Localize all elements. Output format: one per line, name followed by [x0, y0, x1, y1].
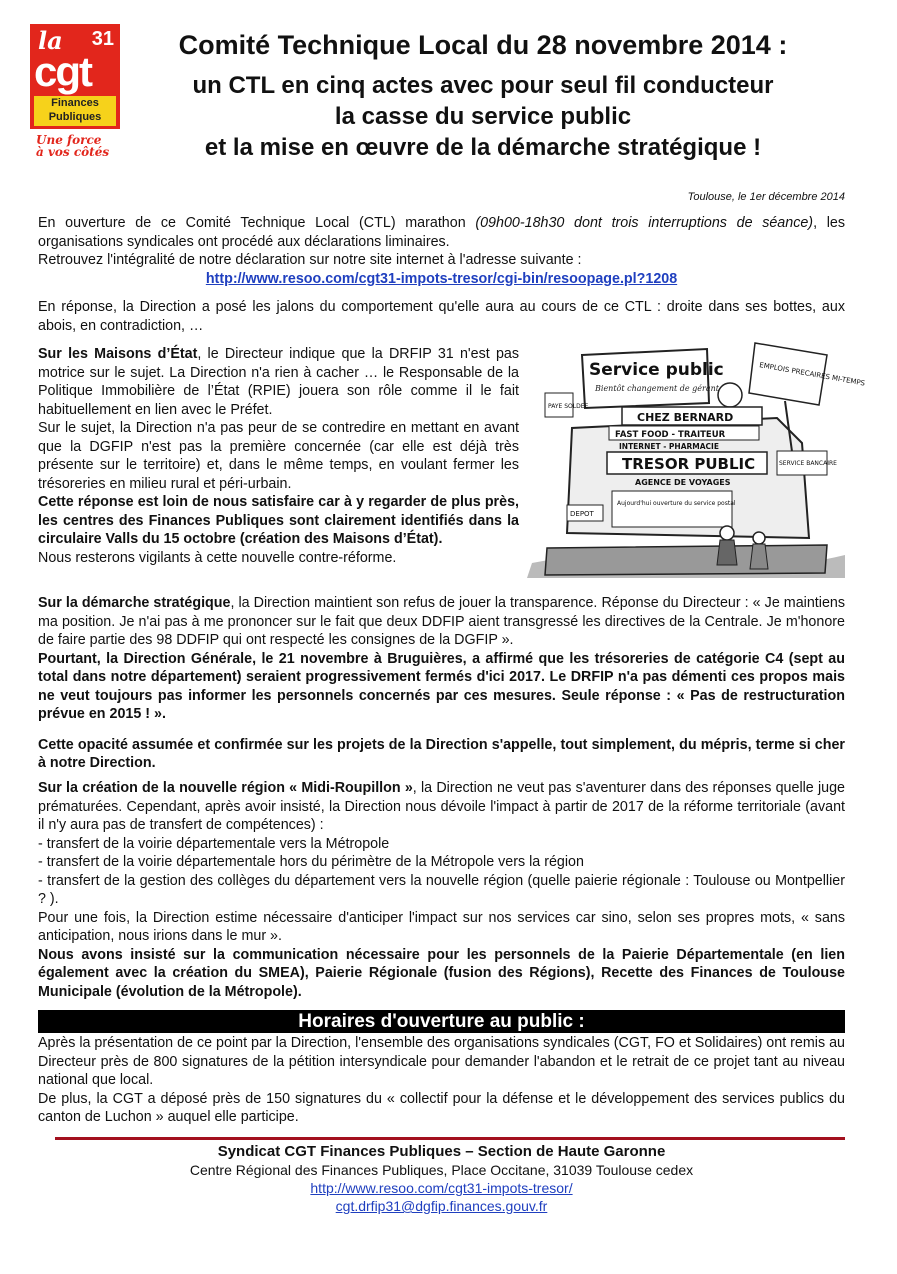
horaires-section: [38, 1034, 845, 1127]
title-line2: un CTL en cinq actes avec pour seul fil conducteur: [192, 72, 774, 99]
region-item: - transfert de la voirie départementale vers la Métropole: [38, 835, 390, 852]
logo-finances: Finances: [51, 97, 99, 109]
maisons-paragraph-4: Nous resterons vigilants à cette nouvelle contre-réforme.: [38, 549, 397, 566]
maisons-paragraph-3: Cette réponse est loin de nous satisfaire car à y regarder de plus près, les centres des Finances Publiques sont clairement identifiés dans la circulaire Valls du 15 octobre (création des Maisons d’État).: [38, 494, 519, 547]
logo-la: la: [38, 26, 63, 55]
demarche-paragraph-2: Pourtant, la Direction Générale, le 21 novembre à Bruguières, a affirmé que les trésoreries de catégorie C4 (sept au total dans notre département) seraient progressivement fermés d'ici 2017. Le DRFIP n'a pas démenti ces propos mais ne veut toujours pas informer les personnels concernés par ces mesures. Seule réponse : « Pas de restructuration prévue en 2015 ! ».: [38, 650, 845, 722]
intro-url-line: [38, 270, 845, 289]
footer-website-link[interactable]: http://www.resoo.com/cgt31-impots-tresor/: [310, 1180, 573, 1196]
document-date: Toulouse, le 1er décembre 2014: [687, 191, 845, 203]
intro-text: En ouverture de ce Comité Technique Local (CTL) marathon: [38, 215, 476, 231]
region-text: , la Direction ne veut pas s'aventurer dans des réponses quelle juge prématurées. Cependant, après avoir insisté, la Direction nous dévoile l'impact à partir de 2017 de la réforme territoriale (avant il n'y aura pas de transfert de compétences) :: [38, 780, 845, 833]
demarche-section: [38, 594, 845, 773]
logo-brand: cgt: [34, 48, 91, 95]
maisons-section: [38, 345, 519, 567]
footer-divider: [55, 1137, 845, 1140]
cartoon-depot: DEPOT: [570, 510, 594, 518]
declaration-link[interactable]: http://www.resoo.com/cgt31-impots-tresor/cgi-bin/resoopage.pl?1208: [205, 270, 678, 287]
region-item: - transfert de la voirie départementale hors du périmètre de la Métropole vers la région: [38, 854, 584, 870]
horaires-heading: Horaires d'ouverture au public :: [38, 1010, 845, 1033]
demarche-paragraph: [38, 594, 845, 650]
cartoon-tresor: TRESOR PUBLIC: [622, 455, 756, 473]
maisons-text: , le Directeur indique que la DRFIP 31 n'est pas motrice sur le sujet. La Direction n'a rien à cacher … le Responsable de la Politique Immobilière de l’État (RPIE) jouera son rôle comme il le fait habituellement en lien avec le Préfet.: [38, 346, 519, 418]
logo-finances-publiques: [34, 96, 116, 126]
logo-publiques: Publiques: [48, 111, 102, 123]
demarche-text: , la Direction maintient son refus de jouer la transparence. Réponse du Directeur : « Je maintiens ma position. Je n'ai pas à me prononcer sur le fait que deux DDFIP aient transgressé les directives de la Centrale. Je m'honore de faire partie des 98 DDFIP qui ont respecté les consignes de la DGFIP ».: [38, 595, 845, 648]
logo-slogan-line2: à vos côtés: [36, 145, 110, 159]
footer-email-link[interactable]: cgt.drfip31@dgfip.finances.gouv.fr: [335, 1198, 548, 1214]
title-line3: la casse du service public: [334, 103, 632, 130]
title-subtitle: [128, 70, 838, 163]
cartoon-fastfood: FAST FOOD - TRAITEUR: [615, 430, 726, 440]
maisons-lead: Sur les Maisons d’État: [38, 346, 198, 362]
cartoon-bancaire: SERVICE BANCAIRE: [779, 460, 837, 467]
cartoon-sign-sub: Bientôt changement de gérant: [595, 384, 719, 393]
demarche-lead: Sur la démarche stratégique: [38, 595, 231, 611]
horaires-paragraph: Après la présentation de ce point par la Direction, l'ensemble des organisations syndicales (CGT, FO et Solidaires) ont remis au Directeur près de 800 signatures de la pétition intersyndicale pour demander l'abandon et le retrait de ce projet tant au niveau national que local.: [38, 1035, 845, 1088]
maisons-paragraph-2: Sur le sujet, la Direction n'a pas peur de se contredire en mettant en avant que la DGFIP n'est pas la première concernée (car elle est déjà très présente sur le territoire) et, dans le même temps, en voulant fermer les trésoreries en milieu rural et péri-urbain.: [38, 420, 519, 492]
footer-org: Syndicat CGT Finances Publiques – Section de Haute Garonne: [217, 1143, 666, 1160]
cartoon-postal: Aujourd'hui ouverture du service postal: [617, 500, 736, 507]
cartoon-chez: CHEZ BERNARD: [637, 411, 734, 424]
cartoon-solde: PAYE SOLDEE: [548, 403, 589, 410]
intro-paragraph: [38, 214, 845, 251]
logo-slogan: [36, 134, 109, 158]
logo-red-box: [30, 24, 120, 129]
intro-link-text: Retrouvez l'intégralité de notre déclaration sur notre site internet à l'adresse suivante :: [38, 252, 582, 268]
cartoon-internet: INTERNET - PHARMACIE: [619, 442, 719, 451]
maisons-paragraph: [38, 345, 519, 419]
demarche-paragraph-3: Cette opacité assumée et confirmée sur les projets de la Direction s'appelle, tout simplement, du mépris, terme si cher à notre Direction.: [38, 736, 845, 771]
region-item: - transfert de la gestion des collèges du département vers la nouvelle région (quelle paierie régionale : Toulouse ou Montpellier ? ).: [38, 872, 845, 907]
title-line4: et la mise en œuvre de la démarche stratégique !: [204, 134, 762, 161]
footer: [38, 1143, 845, 1215]
service-public-cartoon: [527, 333, 866, 578]
cgt-logo: [30, 24, 122, 159]
horaires-paragraph-2: De plus, la CGT a déposé près de 150 signatures du « collectif pour la défense et le développement des services publics du canton de Luchon » auquel elle participe.: [38, 1090, 845, 1125]
region-lead: Sur la création de la nouvelle région « Midi-Roupillon »: [38, 780, 413, 796]
cartoon-voyages: AGENCE DE VOYAGES: [635, 478, 731, 487]
intro-text-end: , les organisations syndicales ont procédé aux déclarations liminaires.: [38, 215, 845, 250]
intro-section: [38, 214, 845, 288]
logo-slogan-line1: Une force: [36, 133, 102, 147]
region-paragraph: [38, 779, 845, 835]
region-section: [38, 779, 845, 1001]
cartoon-sign-main: Service public: [589, 360, 724, 380]
region-paragraph-3: Nous avons insisté sur la communication nécessaire pour les personnels de la Paierie Départementale (en lien également avec la création du SMEA), Paierie Régionale (fusion des Régions), Recette des Finances de Toulouse Municipale (évolution de la Métropole).: [38, 946, 845, 1000]
footer-address: Centre Régional des Finances Publiques, Place Occitane, 31039 Toulouse cedex: [189, 1162, 694, 1178]
reponse-paragraph: En réponse, la Direction a posé les jalons du comportement qu'elle aura au cours de ce CTL : droite dans ses bottes, aux abois, en contradiction, …: [38, 299, 845, 334]
cartoon-placard: EMPLOIS PRECAIRES MI-TEMPS: [758, 361, 866, 388]
title-line1: Comité Technique Local du 28 novembre 2014 :: [178, 30, 788, 60]
intro-hours: (09h00-18h30 dont trois interruptions de séance): [475, 215, 814, 231]
logo-number: 31: [91, 28, 114, 50]
page-title: [128, 28, 838, 163]
region-paragraph-2: Pour une fois, la Direction estime nécessaire d'anticiper l'impact sur nos services car sino, selon ses propres mots, « sans anticipation, nous irions dans le mur ».: [38, 909, 845, 944]
